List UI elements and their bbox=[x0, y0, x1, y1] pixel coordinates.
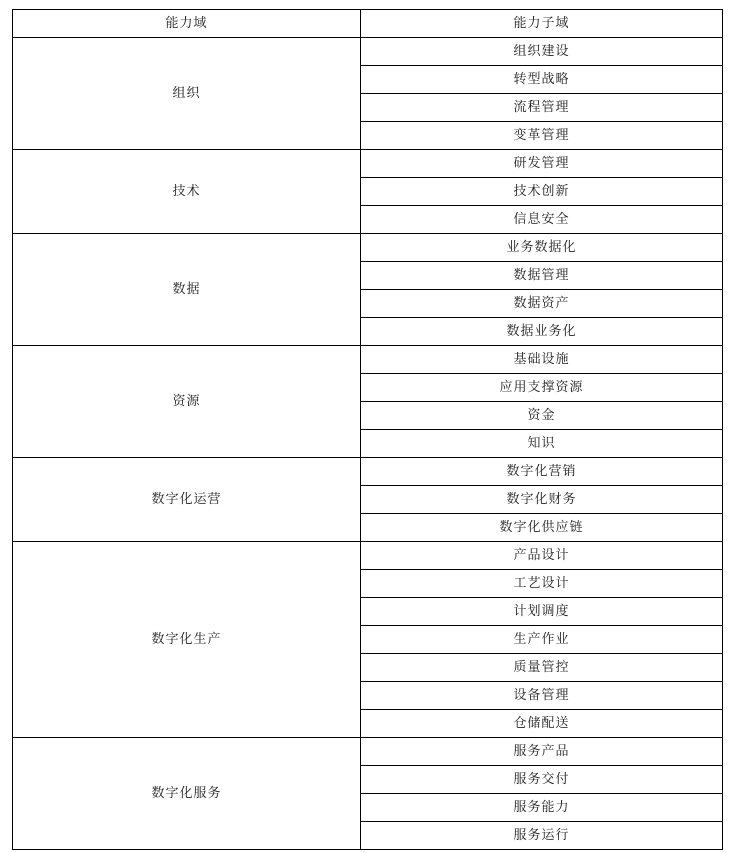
subdomain-cell: 数字化营销 bbox=[361, 458, 723, 486]
subdomain-cell: 流程管理 bbox=[361, 94, 723, 122]
domain-cell: 技术 bbox=[13, 150, 361, 234]
table-row bbox=[13, 150, 723, 178]
subdomain-cell: 数据管理 bbox=[361, 262, 723, 290]
subdomain-cell: 基础设施 bbox=[361, 346, 723, 374]
subdomain-cell: 信息安全 bbox=[361, 206, 723, 234]
subdomain-cell: 组织建设 bbox=[361, 38, 723, 66]
domain-cell: 数字化服务 bbox=[13, 738, 361, 850]
subdomain-cell: 质量管控 bbox=[361, 654, 723, 682]
table-row bbox=[13, 458, 723, 486]
subdomain-cell: 业务数据化 bbox=[361, 234, 723, 262]
subdomain-cell: 数字化供应链 bbox=[361, 514, 723, 542]
subdomain-cell: 服务运行 bbox=[361, 822, 723, 850]
table-row bbox=[13, 234, 723, 262]
table-row bbox=[13, 738, 723, 766]
subdomain-cell: 仓储配送 bbox=[361, 710, 723, 738]
subdomain-cell: 数据资产 bbox=[361, 290, 723, 318]
header-domain: 能力域 bbox=[13, 10, 361, 38]
subdomain-cell: 应用支撑资源 bbox=[361, 374, 723, 402]
header-subdomain: 能力子域 bbox=[361, 10, 723, 38]
table-row bbox=[13, 346, 723, 374]
domain-cell: 数字化运营 bbox=[13, 458, 361, 542]
subdomain-cell: 产品设计 bbox=[361, 542, 723, 570]
table-row bbox=[13, 542, 723, 570]
subdomain-cell: 服务交付 bbox=[361, 766, 723, 794]
subdomain-cell: 知识 bbox=[361, 430, 723, 458]
subdomain-cell: 数字化财务 bbox=[361, 486, 723, 514]
domain-cell: 资源 bbox=[13, 346, 361, 458]
subdomain-cell: 工艺设计 bbox=[361, 570, 723, 598]
subdomain-cell: 数据业务化 bbox=[361, 318, 723, 346]
domain-cell: 数字化生产 bbox=[13, 542, 361, 738]
subdomain-cell: 生产作业 bbox=[361, 626, 723, 654]
header-row bbox=[13, 10, 723, 38]
subdomain-cell: 变革管理 bbox=[361, 122, 723, 150]
subdomain-cell: 资金 bbox=[361, 402, 723, 430]
domain-cell: 组织 bbox=[13, 38, 361, 150]
capability-table bbox=[12, 9, 723, 850]
table-body bbox=[13, 38, 723, 850]
subdomain-cell: 设备管理 bbox=[361, 682, 723, 710]
table-row bbox=[13, 38, 723, 66]
subdomain-cell: 服务能力 bbox=[361, 794, 723, 822]
subdomain-cell: 转型战略 bbox=[361, 66, 723, 94]
subdomain-cell: 技术创新 bbox=[361, 178, 723, 206]
subdomain-cell: 服务产品 bbox=[361, 738, 723, 766]
subdomain-cell: 研发管理 bbox=[361, 150, 723, 178]
domain-cell: 数据 bbox=[13, 234, 361, 346]
subdomain-cell: 计划调度 bbox=[361, 598, 723, 626]
